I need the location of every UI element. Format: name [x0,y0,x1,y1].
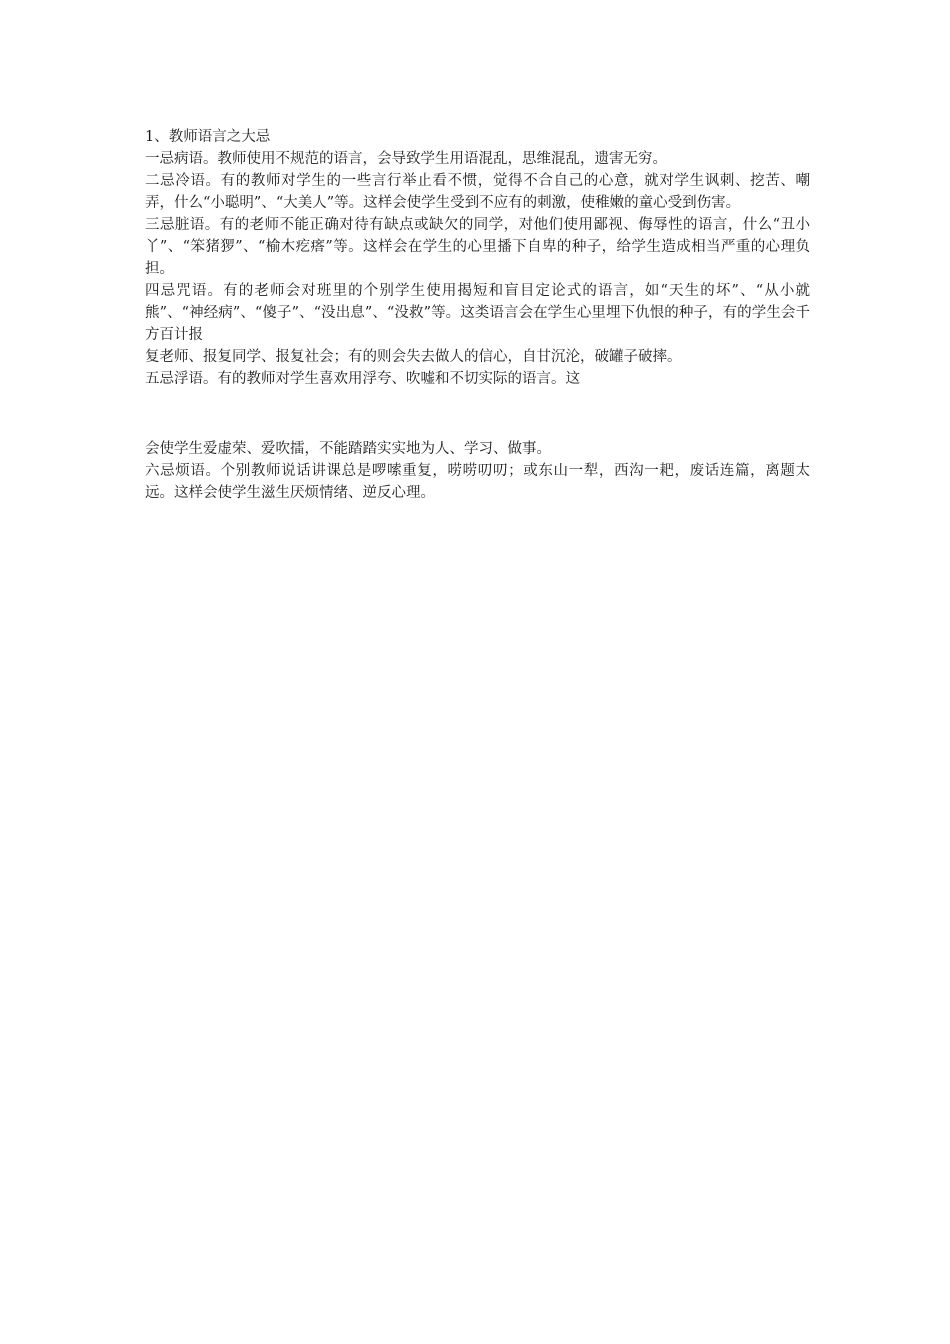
paragraph-fuyu-continued: 会使学生爱虚荣、爱吹擂，不能踏踏实实地为人、学习、做事。 [145,441,551,457]
paragraph-gap [145,390,810,438]
paragraph-fanyu: 六忌烦语。个别教师说话讲课总是啰嗦重复，唠唠叨叨；或东山一犁，西沟一耙，废话连篇，离题太远。这样会使学生滋生厌烦情绪、逆反心理。 [145,463,810,501]
document-heading: 1、教师语言之大忌 [145,129,271,145]
paragraph-zhouyu: 四忌咒语。有的老师会对班里的个别学生使用揭短和盲目定论式的语言，如“天生的坏”、“从小就熊”、“神经病”、“傻子”、“没出息”、“没救”等。这类语言会在学生心里埋下仇恨的种子，有的学生会千方百计报 [145,283,810,343]
paragraph-lengyu: 二忌冷语。有的教师对学生的一些言行举止看不惯，觉得不合自己的心意，就对学生讽刺、挖苦、嘲弄，什么“小聪明”、“大美人”等。这样会使学生受到不应有的刺激，使稚嫩的童心受到伤害。 [145,173,810,211]
document-body [145,126,810,504]
paragraph-fuyu: 五忌浮语。有的教师对学生喜欢用浮夸、吹嘘和不切实际的语言。这 [145,371,580,387]
paragraph-bingyu: 一忌病语。教师使用不规范的语言，会导致学生用语混乱，思维混乱，遗害无穷。 [145,151,667,167]
paragraph-zangyu: 三忌脏语。有的老师不能正确对待有缺点或缺欠的同学，对他们使用鄙视、侮辱性的语言，什么“丑小丫”、“笨猪猡”、“榆木疙瘩”等。这样会在学生的心里播下自卑的种子，给学生造成相当严重的心理负担。 [145,217,810,277]
paragraph-zhouyu-continued: 复老师、报复同学、报复社会；有的则会失去做人的信心，自甘沉沦，破罐子破摔。 [145,349,682,365]
